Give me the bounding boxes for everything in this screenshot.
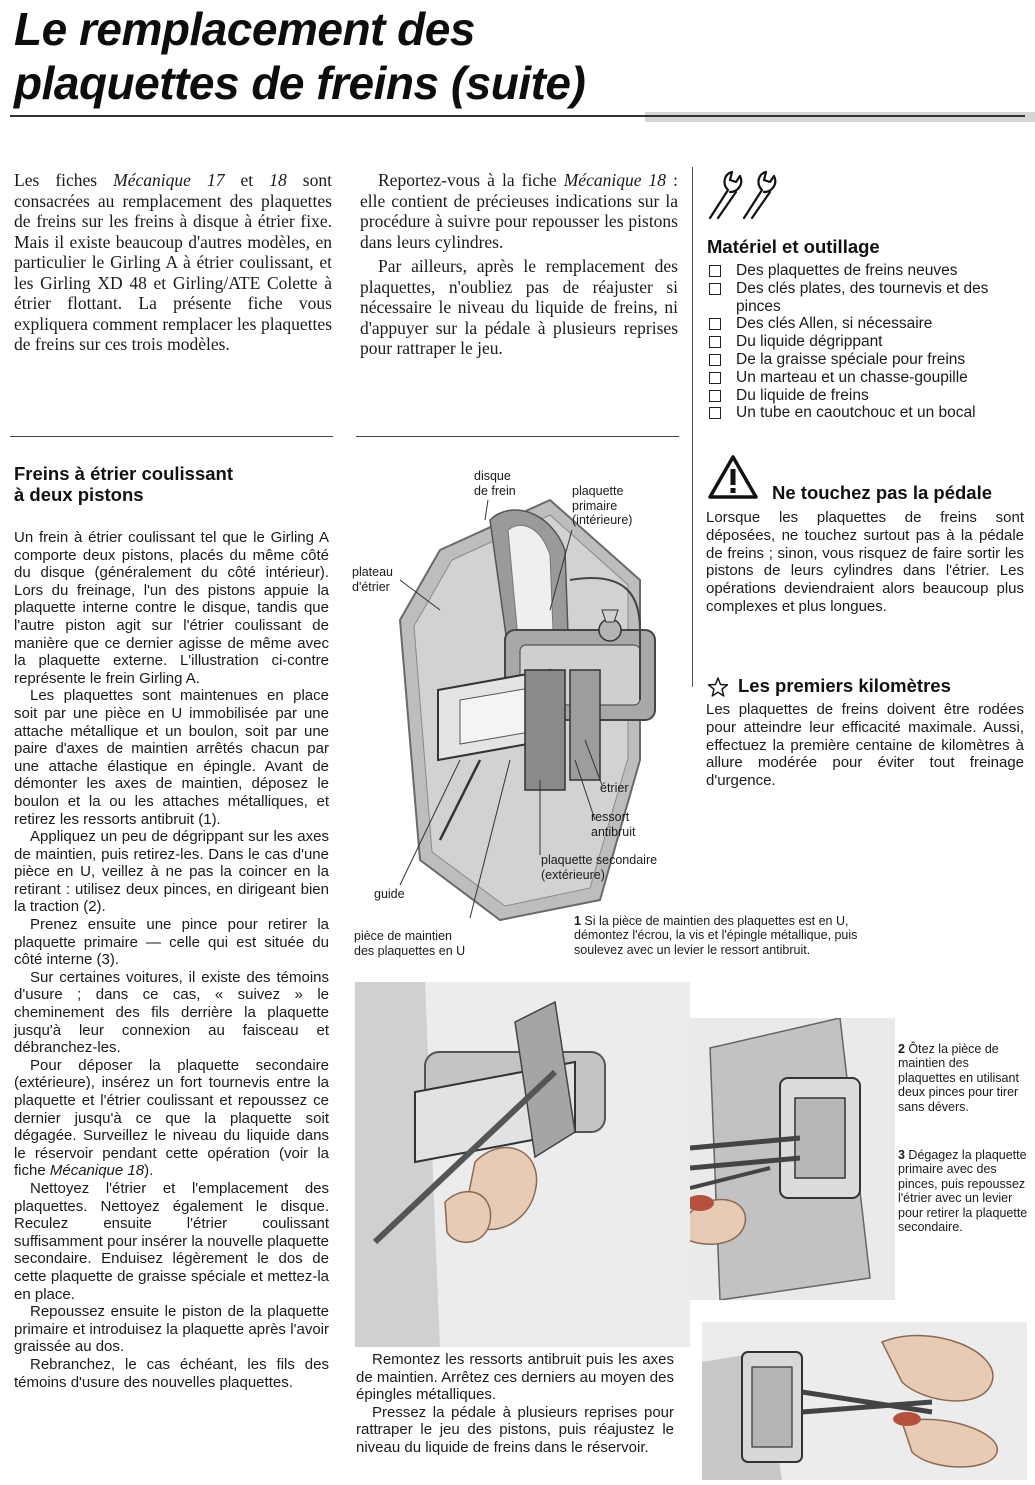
- title-rule: [10, 115, 1025, 117]
- column-rule-left: [10, 436, 333, 437]
- tools-heading: Matériel et outillage: [707, 236, 880, 257]
- tools-item-label: Du liquide dégrippant: [736, 333, 883, 351]
- step-1-caption: [574, 914, 874, 957]
- intro-text: Les fiches: [14, 170, 114, 190]
- step-3-caption: [898, 1148, 1028, 1234]
- tools-item-label: Des clés plates, des tournevis et des pinces: [736, 279, 989, 315]
- body-paragraph: Appliquez un peu de dégrippant sur les axes de maintien, puis retirez-les. Dans le cas d'une pièce en U, veillez à ne pas la coincer en la retirant : utilisez deux pinces, en dirigeant bien la traction (2).: [14, 828, 329, 916]
- body-paragraph: Repoussez ensuite le piston de la plaquette primaire et introduisez la plaquette après l'avoir graissée au dos.: [14, 1303, 329, 1356]
- body-paragraph: Nettoyez l'étrier et l'emplacement des plaquettes. Nettoyez également le disque. Reculez ensuite l'étrier coulissant suffisamment pour insérer la nouvelle plaquette secondaire. Enduisez légèrement le dos de cette plaquette de graisse spéciale et mettez-la en place.: [14, 1179, 329, 1303]
- label-disque: disque de frein: [474, 469, 516, 498]
- tip-text: [706, 701, 1024, 790]
- tools-item[interactable]: [707, 315, 1027, 333]
- intro-ref: Mécanique 17: [113, 170, 225, 190]
- step-text: Dégagez la plaquette primaire avec des pinces, puis repoussez l'étrier avec un levier pour retirer la plaquette secondaire.: [898, 1148, 1028, 1235]
- section-body: [14, 529, 329, 1391]
- body-paragraph: Un frein à étrier coulissant tel que le Girling A comporte deux pistons, placés du même côté du disque (généralement du côté intérieur). Lors du freinage, l'un des pistons appuie la plaquette interne contre le disque, tandis que l'autre piston agit sur l'étrier coulissant de manière que ce dernier agisse de même avec la plaquette externe. L'illustration ci-contre représente le frein Girling A.: [14, 529, 329, 687]
- tools-item[interactable]: [707, 262, 1027, 280]
- warning-paragraph: Lorsque les plaquettes de freins sont déposées, ne touchez surtout pas à la pédale de freins ; sinon, vous risquez de faire sortir les pistons de leurs cylindres dans l'étrier. Les opérations deviendraient alors beaucoup plus complexes et plus longues.: [706, 509, 1024, 615]
- intro-left: [14, 170, 332, 355]
- checkbox[interactable]: [709, 390, 721, 402]
- tools-item[interactable]: [707, 280, 1027, 316]
- warning-text: [706, 509, 1024, 616]
- tools-item[interactable]: [707, 351, 1027, 369]
- checkbox[interactable]: [709, 283, 721, 295]
- tools-item-label: Du liquide de freins: [736, 386, 869, 404]
- body-ref: Mécanique 18: [49, 1162, 145, 1180]
- intro-right: [360, 170, 678, 359]
- reassembly-text: [356, 1351, 674, 1457]
- header-shade: [645, 112, 1035, 122]
- tools-item-label: Un tube en caoutchouc et un bocal: [736, 404, 976, 422]
- intro-text: Reportez-vous à la fiche: [378, 170, 564, 190]
- wrench-icon: [706, 168, 786, 223]
- label-etrier: étrier: [600, 781, 629, 795]
- intro-right-paragraph-1: [360, 170, 678, 252]
- step-number: 1: [574, 914, 581, 928]
- step-3-illustration: [702, 1322, 1027, 1480]
- tools-item-label: De la graisse spéciale pour freins: [736, 350, 966, 368]
- section-heading: [14, 463, 334, 505]
- intro-left-paragraph: [14, 170, 332, 355]
- checkbox[interactable]: [709, 407, 721, 419]
- step-text: Ôtez la pièce de maintien des plaquettes en utilisant deux pinces pour tirer sans dévers.: [898, 1042, 1019, 1114]
- tip-heading: Les premiers kilomètres: [738, 675, 951, 696]
- tools-item[interactable]: [707, 369, 1027, 387]
- tools-item-label: Un marteau et un chasse-goupille: [736, 368, 968, 386]
- body-text: ).: [144, 1162, 154, 1180]
- body-paragraph: Prenez ensuite une pince pour retirer la plaquette primaire — celle qui est située du côté interne (3).: [14, 916, 329, 969]
- step-2-caption: [898, 1042, 1028, 1114]
- intro-ref: Mécanique 18: [563, 170, 667, 190]
- tools-item[interactable]: [707, 404, 1027, 422]
- intro-text: et: [224, 170, 270, 190]
- body-paragraph: Pressez la pédale à plusieurs reprises pour rattraper le jeu des pistons, puis réajustez le niveau du liquide de freins dans le réservoir.: [356, 1403, 674, 1456]
- tools-item[interactable]: [707, 333, 1027, 351]
- label-piece-u: pièce de maintien des plaquettes en U: [354, 929, 466, 958]
- tools-item[interactable]: [707, 387, 1027, 405]
- label-ressort: ressort antibruit: [591, 810, 636, 839]
- checkbox[interactable]: [709, 354, 721, 366]
- brake-caliper-diagram: [340, 460, 700, 960]
- checkbox[interactable]: [709, 265, 721, 277]
- intro-right-paragraph-2: Par ailleurs, après le remplacement des plaquettes, n'oubliez pas de réajuster si nécessaire le niveau du liquide de freins, ni d'appuyer sur la pédale à plusieurs reprises pour rattraper le jeu.: [360, 256, 678, 358]
- title-line-1: Le remplacement des: [14, 3, 475, 55]
- section-heading-line: à deux pistons: [14, 484, 144, 505]
- tip-paragraph: Les plaquettes de freins doivent être rodées pour atteindre leur efficacité maximale. Aussi, effectuez la première centaine de kilomètres à allure modérée pour éviter tout freinage d'urgence.: [706, 701, 1024, 790]
- tools-checklist: [707, 262, 1027, 422]
- body-paragraph: [14, 1057, 329, 1180]
- page-title: [14, 2, 654, 110]
- intro-text: sont consacrées au remplacement des plaquettes de freins sur les freins à disque à étrier fixe. Mais il existe beaucoup d'autres modèles, en particulier le Girling A à étrier coulissant, et les Girling XD 48 et Girling/ATE Colette à étrier flottant. La présente fiche vous expliquera comment remplacer les plaquettes de freins sur ces trois modèles.: [14, 170, 332, 354]
- step-number: 2: [898, 1042, 905, 1056]
- intro-text: : elle contient de précieuses indications sur la procédure à suivre pour repousser les pistons dans leurs cylindres.: [360, 170, 678, 252]
- warning-heading: Ne touchez pas la pédale: [772, 482, 993, 503]
- checkbox[interactable]: [709, 318, 721, 330]
- tools-item-label: Des plaquettes de freins neuves: [736, 262, 958, 279]
- step-1-illustration: [355, 982, 690, 1347]
- column-rule-right: [356, 436, 679, 437]
- label-plaquette-secondaire: plaquette secondaire (extérieure): [541, 853, 658, 882]
- body-paragraph: Rebranchez, le cas échéant, les fils des témoins d'usure des nouvelles plaquettes.: [14, 1355, 329, 1391]
- step-number: 3: [898, 1148, 905, 1162]
- label-guide: guide: [374, 887, 405, 901]
- body-text: Pour déposer la plaquette secondaire (extérieure), insérez un fort tournevis entre la plaquette et l'étrier coulissant et repoussez ce dernier jusqu'à ce que la plaquette soit dégagée. Surveillez le niveau du liquide dans le réservoir pendant cette opération (voir la fiche: [14, 1056, 329, 1180]
- checkbox[interactable]: [709, 336, 721, 348]
- star-outline-icon: [707, 676, 729, 698]
- intro-ref: 18: [269, 170, 287, 190]
- body-paragraph: Les plaquettes sont maintenues en place soit par une pièce en U immobilisée par une attache métallique et un boulon, soit par une paire d'axes de maintien arrêtés chacun par une attache élastique en épingle. Avant de démonter les axes de maintien, déposez le boulon et la ou les attaches métalliques, et retirez les ressorts antibruit (1).: [14, 687, 329, 828]
- section-heading-line: Freins à étrier coulissant: [14, 463, 234, 484]
- tools-item-label: Des clés Allen, si nécessaire: [736, 315, 933, 333]
- body-paragraph: Sur certaines voitures, il existe des témoins d'usure ; dans ce cas, « suivez » le cheminement des fils derrière la plaquette jusqu'à leur connexion au faisceau et débranchez-les.: [14, 968, 329, 1057]
- body-paragraph: Remontez les ressorts antibruit puis les axes de maintien. Arrêtez ces derniers au moyen des épingles métalliques.: [356, 1351, 674, 1404]
- warning-triangle-icon: [707, 454, 759, 500]
- checkbox[interactable]: [709, 372, 721, 384]
- step-text: Si la pièce de maintien des plaquettes est en U, démontez l'écrou, la vis et l'épingle métallique, puis soulevez avec un levier le ressort antibruit.: [574, 914, 858, 957]
- title-line-2: plaquettes de freins (suite): [14, 57, 586, 109]
- label-plateau: plateau d'étrier: [352, 565, 394, 594]
- label-plaquette-primaire: plaquette primaire (intérieure): [572, 484, 633, 527]
- step-2-3-illustration: [690, 1018, 895, 1300]
